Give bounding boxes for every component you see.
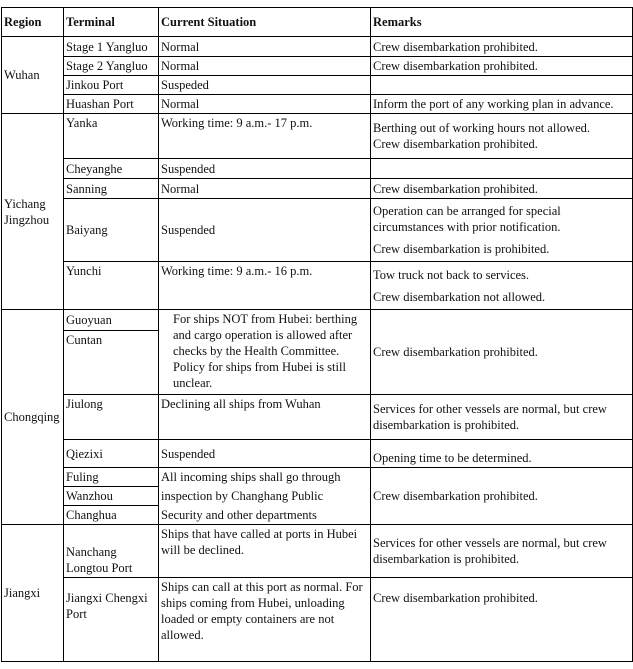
- situation-cell: [159, 310, 371, 395]
- terminal-cell: Jinkou Port: [64, 76, 159, 95]
- remarks-cell: [371, 199, 633, 262]
- header-row: [2, 8, 633, 37]
- port-status-table: [1, 7, 633, 662]
- terminal-line: Nanchang: [66, 545, 117, 559]
- table-row: [2, 578, 633, 662]
- region-yichang-jingzhou: [2, 114, 64, 310]
- terminal-cell: Guoyuan: [64, 310, 159, 331]
- situation-cell: Suspended: [159, 159, 371, 179]
- terminal-cell: Jiangxi Chengxi Port: [64, 578, 159, 662]
- terminal-cell: Qiezixi: [64, 440, 159, 468]
- remarks-line: Operation can be arranged for special circumstances with prior notification.: [373, 204, 561, 234]
- remarks-cell: Services for other vessels are normal, but crew disembarkation is prohibited.: [371, 525, 633, 578]
- remarks-cell: [371, 262, 633, 310]
- table-row: [2, 262, 633, 310]
- terminal-cell: Jiulong: [64, 395, 159, 440]
- remarks-line: Crew disembarkation prohibited.: [373, 137, 538, 151]
- table-row: [2, 468, 633, 487]
- situation-cell: Declining all ships from Wuhan: [159, 395, 371, 440]
- terminal-cell: Huashan Port: [64, 95, 159, 114]
- situation-line: inspection by Changhang Public: [159, 487, 371, 506]
- header-situation: Current Situation: [159, 8, 371, 37]
- table-row: [2, 57, 633, 76]
- remarks-cell: Crew disembarkation prohibited.: [371, 310, 633, 395]
- remarks-line: Berthing out of working hours not allowed.: [373, 121, 590, 135]
- remarks-cell: [371, 76, 633, 95]
- terminal-cell: Baiyang: [64, 199, 159, 262]
- table-row: [2, 159, 633, 179]
- table-row: [2, 310, 633, 331]
- situation-cell: Ships can call at this port as normal. For ships coming from Hubei, unloading loaded or empty containers are not allowed.: [159, 578, 371, 662]
- situation-cell: Working time: 9 a.m.- 17 p.m.: [159, 114, 371, 159]
- table-row: [2, 114, 633, 159]
- remarks-line: Tow truck not back to services.: [373, 267, 530, 282]
- header-remarks: Remarks: [371, 8, 633, 37]
- situation-cell: Working time: 9 a.m.- 16 p.m.: [159, 262, 371, 310]
- header-region: Region: [2, 8, 64, 37]
- remarks-line: Crew disembarkation not allowed.: [373, 289, 546, 304]
- situation-cell: Suspended: [159, 440, 371, 468]
- situation-cell: Suspended: [159, 199, 371, 262]
- remarks-line: Crew disembarkation is prohibited.: [373, 242, 550, 256]
- remarks-cell: Opening time to be determined.: [371, 440, 633, 468]
- terminal-cell: Wanzhou: [64, 487, 159, 506]
- terminal-cell: Stage 1 Yangluo: [64, 37, 159, 57]
- table-row: [2, 395, 633, 440]
- remarks-cell: Crew disembarkation prohibited.: [371, 37, 633, 57]
- table-row: [2, 525, 633, 578]
- situation-cell: Ships that have called at ports in Hubei will be declined.: [159, 525, 371, 578]
- table-row: [2, 37, 633, 57]
- situation-cell: Normal: [159, 95, 371, 114]
- situation-line: All incoming ships shall go through: [159, 468, 371, 487]
- remarks-cell: Crew disembarkation prohibited.: [371, 57, 633, 76]
- region-chongqing: Chongqing: [2, 310, 64, 525]
- terminal-cell: Yanka: [64, 114, 159, 159]
- remarks-cell: Inform the port of any working plan in advance.: [371, 95, 633, 114]
- situation-cell: Normal: [159, 179, 371, 199]
- terminal-cell: Stage 2 Yangluo: [64, 57, 159, 76]
- remarks-cell: [371, 159, 633, 179]
- header-terminal: Terminal: [64, 8, 159, 37]
- remarks-cell: Crew disembarkation prohibited.: [371, 179, 633, 199]
- situation-text: For ships NOT from Hubei: berthing and cargo operation is allowed after checks by the Health Committee. Policy for ships from Hubei is still unclear.: [173, 312, 358, 390]
- situation-cell: Suspeded: [159, 76, 371, 95]
- region-jiangxi: Jiangxi: [2, 525, 64, 662]
- region-line: Jingzhou: [4, 212, 50, 227]
- remarks-cell: Crew disembarkation prohibited.: [371, 578, 633, 662]
- situation-cell: Normal: [159, 37, 371, 57]
- table-row: [2, 199, 633, 262]
- table-row: [2, 76, 633, 95]
- terminal-cell: [64, 525, 159, 578]
- table-row: [2, 95, 633, 114]
- terminal-line: Longtou Port: [66, 561, 133, 575]
- terminal-cell: Cheyanghe: [64, 159, 159, 179]
- terminal-cell: Fuling: [64, 468, 159, 487]
- situation-line: Security and other departments: [159, 506, 371, 525]
- table-row: [2, 179, 633, 199]
- situation-cell: Normal: [159, 57, 371, 76]
- remarks-cell: Crew disembarkation prohibited.: [371, 468, 633, 525]
- remarks-cell: Services for other vessels are normal, but crew disembarkation is prohibited.: [371, 395, 633, 440]
- region-line: Yichang: [4, 196, 46, 211]
- region-wuhan: Wuhan: [2, 37, 64, 114]
- terminal-cell: Changhua: [64, 506, 159, 525]
- terminal-cell: Sanning: [64, 179, 159, 199]
- remarks-cell: [371, 114, 633, 159]
- terminal-cell: Yunchi: [64, 262, 159, 310]
- table-row: [2, 440, 633, 468]
- terminal-cell: Cuntan: [64, 331, 159, 395]
